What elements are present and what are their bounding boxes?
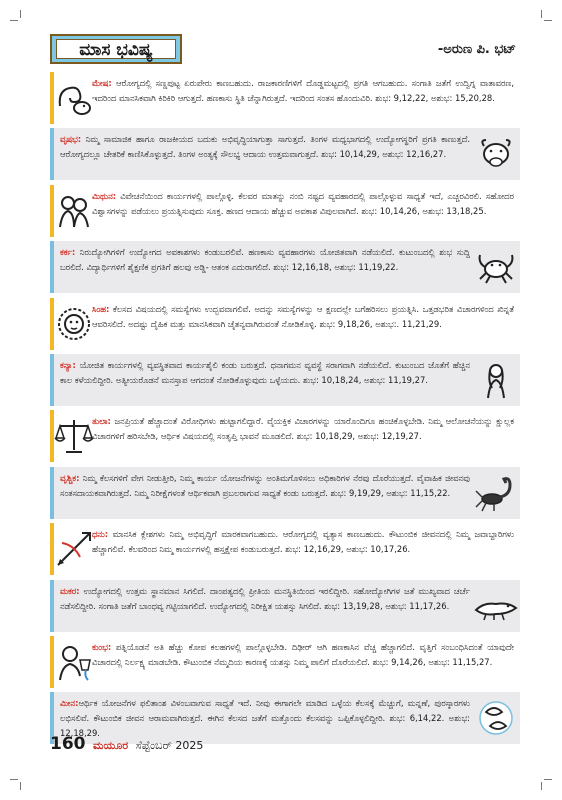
crop-mark xyxy=(10,20,18,21)
zodiac-sign-label: ಕರ್ಕ: xyxy=(60,247,76,258)
horoscope-text xyxy=(60,358,470,404)
horoscope-text xyxy=(92,414,514,460)
zodiac-sign-label: ಕುಂಭ: xyxy=(92,641,112,652)
capricorn-crocodile-icon xyxy=(474,584,518,628)
page-number: 160 xyxy=(50,734,86,754)
leo-lion-icon xyxy=(52,302,96,346)
horoscope-body: ಜನಪ್ರಿಯತೆ ಹೆಚ್ಚಾದಂತೆ ವಿರೋಧಿಗಳು ಹುಟ್ಟಾಗಲಿದ್ದಾರೆ. ವೈಯಕ್ತಿಕ ವಿಚಾರಗಳನ್ನು ಯಾರೊಂದಿಗೂ ಹಂಚಿಕೊಳ್ಳಬೇಡಿ. ನಿಮ್ಮ ಆಲೋಚನೆಯನ್ನು ಕ್ಷುಲ್ಲಕ ವಿಚಾರಗಳಿಗೆ ಹರಿಸಬೇಡಿ, ಆರ್ಥಿಕ ವಿಷಯದಲ್ಲಿ ಸಂತೃಪ್ತಿ ಭಾವನೆ ಮೂಡಲಿದೆ. ಶುಭ: 10,18,29, ಅಶುಭ: 12,19,27. xyxy=(92,416,514,442)
horoscope-entry xyxy=(50,636,520,688)
horoscope-text xyxy=(92,302,514,348)
horoscope-text xyxy=(92,640,514,686)
horoscope-text xyxy=(60,245,470,291)
horoscope-body: ನಿಮ್ಮ ಕೆಲಸಗಳಿಗೆ ವೇಗ ನೀಡುತ್ತೀರಿ, ನಿಮ್ಮ ಕಾರ್ಯ ಯೋಜನೆಗಳನ್ನು ಅಂತಿಮಗೊಳಿಸಲು ಅಧಿಕಾರಿಗಳ ನೆರವು ದೊರೆಯುತ್ತದೆ. ವೈವಾಹಿಕ ಜೀವನವು ಸಂತಸದಾಯಕವಾಗಿರುತ್ತದೆ. ನಿಮ್ಮ ನಿರೀಕ್ಷೆಗಳಂತೆ ಆರ್ಥಿಕವಾಗಿ ಪ್ರಬಲರಾಗುವ ಸಾಧ್ಯತೆ ಕಂಡು ಬರುತ್ತದೆ. ಶುಭ: 9,19,29, ಅಶುಭ: 11,15,22. xyxy=(60,472,470,498)
horoscope-entry xyxy=(50,298,520,350)
horoscope-body: ಯೋಜಿತ ಕಾರ್ಯಗಳಲ್ಲಿ ವ್ಯವಸ್ಥಿತವಾದ ಕಾರ್ಯಶೈಲಿ ಕಂಡು ಬರುತ್ತದೆ. ಧನಾಗಮನ ವ್ಯವಸ್ಥೆ ಸರಾಗವಾಗಿ ನಡೆಯಲಿದೆ. ಕುಟುಂಬದ ಜೊತೆಗೆ ಹೆಚ್ಚಿನ ಕಾಲ ಕಳೆಯಲಿದ್ದೀರಿ. ಅತ್ಯೀಯರೊಡನೆ ಮನಸ್ತಾಪ ಆಗದಂತೆ ನೋಡಿಕೊಳ್ಳುವುದು ಒಳ್ಳೆಯದು. ಶುಭ: 10,18,24, ಅಶುಭ: 11,19,27. xyxy=(60,359,470,385)
horoscope-entry xyxy=(50,241,520,293)
crop-mark xyxy=(541,10,542,18)
horoscope-text xyxy=(60,132,470,178)
horoscope-text xyxy=(60,471,470,517)
libra-scales-icon xyxy=(52,414,96,458)
horoscope-list xyxy=(50,72,520,749)
horoscope-body: ಉದ್ಯೋಗದಲ್ಲಿ ಉತ್ತಮ ಸ್ಥಾನಮಾನ ಸಿಗಲಿದೆ. ದಾಂಪತ್ಯದಲ್ಲಿ ಪ್ರೀತಿಯ ಮನಸ್ಥಿತಿಯಿಂದ ಇರಲಿದ್ದೀರಿ. ಸಹೋದ್ಯೋಗಿಗಳ ಜತೆ ಮುಖ್ಯವಾದ ಚರ್ಚೆ ನಡೆಸಲಿದ್ದೀರಿ. ಸಂಗಾತಿ ಜತೆಗೆ ಬಾಂಧವ್ಯ ಗಟ್ಟಿಯಾಗಲಿದೆ. ಉದ್ಯೋಗದಲ್ಲಿ ನಿರೀಕ್ಷಿತ ಯಶಸ್ಸು ಸಿಗಲಿದೆ. ಶುಭ: 13,19,28, ಅಶುಭ: 11,17,26. xyxy=(60,585,470,611)
zodiac-sign-label: ತುಲಾ: xyxy=(92,416,111,427)
crop-mark xyxy=(544,779,552,780)
horoscope-text xyxy=(92,527,514,573)
crop-mark xyxy=(20,10,21,18)
horoscope-body: ಪತ್ನಿಯೊಡನೆ ಅತಿ ಹೆಚ್ಚು ಕೋಪ ಕಲಹಗಳಲ್ಲಿ ಪಾಲ್ಗೊಳ್ಳಬೇಡಿ. ದಿಢೀರ್ ಆಗಿ ಹಣಕಾಸಿನ ವೆಚ್ಚ ಹೆಚ್ಚಾಗಲಿದೆ. ವೃತ್ತಿಗೆ ಸಂಬಂಧಿಸಿದಂತೆ ಯಾವುದೇ ವಿಚಾರದಲ್ಲಿ ನಿರ್ಲಕ್ಷ್ಯ ಮಾಡಬೇಡಿ. ಕೌಟುಂಬಿಕ ನೆಮ್ಮದಿಯ ಕಾರಣಕ್ಕೆ ಯಶಸ್ಸು ನಿಮ್ಮ ಪಾಲಿಗೆ ದೊರೆಯಲಿದೆ. ಶುಭ: 9,14,26, ಅಶುಭ: 11,15,27. xyxy=(92,641,514,667)
horoscope-text xyxy=(92,189,514,235)
zodiac-sign-label: ಮೀನ: xyxy=(60,698,79,709)
horoscope-entry xyxy=(50,128,520,180)
crop-mark xyxy=(10,779,18,780)
horoscope-entry xyxy=(50,523,520,575)
horoscope-body: ಆರೋಗ್ಯದಲ್ಲಿ ಸಣ್ಣಪುಟ್ಟ ಏರುಪೇರು ಕಾಣಬಹುದು. ರಾಜಕಾರಣಿಗಳಿಗೆ ದೊಡ್ಡಮಟ್ಟದಲ್ಲಿ ಪ್ರಗತಿ ಆಗಬಹುದು. ಸಂಗಾತಿ ಜತೆಗೆ ಉದ್ವಿಗ್ನ ವಾತಾವರಣ, ಇದರಿಂದ ಮಾನಸಿಕವಾಗಿ ಕಿರಿಕಿರಿ ಆಗುತ್ತದೆ. ಹಣಕಾಸು ಸ್ಥಿತಿ ಚೆನ್ನಾಗಿರುತ್ತದೆ. ಇದರಿಂದ ಸಂತಸ ಹೊಂದುವಿರಿ. ಶುಭ: 9,12,22, ಅಶುಭ: 15,20,28. xyxy=(92,78,514,103)
zodiac-sign-label: ಸಿಂಹ: xyxy=(92,303,110,314)
zodiac-sign-label: ಮಿಥುನ: xyxy=(92,190,117,201)
zodiac-sign-label: ವೃಷಭ: xyxy=(60,134,82,145)
aries-ram-icon xyxy=(52,76,96,120)
horoscope-entry xyxy=(50,354,520,406)
gemini-twins-icon xyxy=(52,189,96,233)
zodiac-sign-label: ಮಕರ: xyxy=(60,585,80,596)
page-footer xyxy=(50,734,203,754)
horoscope-entry xyxy=(50,185,520,237)
pisces-fish-icon xyxy=(474,696,518,740)
horoscope-body: ಆರ್ಥಿಕ ಯೋಜನೆಗಳ ಫಲಿತಾಂಶ ವಿಳಂಬವಾಗುವ ಸಾಧ್ಯತೆ ಇದೆ. ನೀವು ಈಗಾಗಲೇ ಮಾಡಿದ ಒಳ್ಳೆಯ ಕೆಲಸಕ್ಕೆ ಮೆಚ್ಚುಗೆ, ಮನ್ನಣೆ, ಪುರಸ್ಕಾರಗಳು ಲಭಿಸಲಿವೆ. ಕೌಟುಂಬಿಕ ಜೀವನ ಆರಾಮವಾಗಿರುತ್ತದೆ. ಈಗಿನ ಕೆಲಸದ ಜತೆಗೆ ಮತ್ತೊಂದು ಕೆಲಸವನ್ನು ಒಪ್ಪಿಕೊಳ್ಳಲಿದ್ದೀರಿ. ಶುಭ: 6,14,22. ಅಶುಭ: 12,18,29. xyxy=(60,698,470,739)
zodiac-sign-label: ಕನ್ಯಾ: xyxy=(60,359,76,370)
horoscope-entry xyxy=(50,72,520,124)
horoscope-body: ಕೆಲಸದ ವಿಷಯದಲ್ಲಿ ಸಮಸ್ಯೆಗಳು ಉದ್ಭವವಾಗಲಿವೆ. ಅದನ್ನು ಸಮಸ್ಯೆಗಳನ್ನು ಆ ಕ್ಷಣದಲ್ಲೇ ಬಗೆಹರಿಸಲು ಪ್ರಯತ್ನಿಸಿ. ಒತ್ತಡಭರಿತ ವಿಚಾರಗಳಿಂದ ಖಿನ್ನತೆ ಆವರಿಸಲಿದೆ. ಅದಷ್ಟು ದೈಹಿಕ ಮತ್ತು ಮಾನಸಿಕವಾಗಿ ಚೈತನ್ಯವಾಗಿರುವಂತೆ ನೋಡಿಕೊಳ್ಳಿ. ಶುಭ: 9,18,26, ಅಶುಭ:. 11,21,29. xyxy=(92,303,514,329)
horoscope-body: ವಿವೇಚನೆಯಿಂದ ಕಾರ್ಯಗಳಲ್ಲಿ ಪಾಲ್ಗೊಳ್ಳಿ. ಕೆಲವರ ಮಾತನ್ನು ನಂಬಿ ನಷ್ಟದ ವ್ಯವಹಾರದಲ್ಲಿ ಪಾಲ್ಗೊಳ್ಳುವ ಸಾಧ್ಯತೆ ಇದೆ, ಎಚ್ಚರವಿರಲಿ. ಸಹೋದರ ವಿಶ್ವಾಸಗಳನ್ನು ಪಡೆಯಲು ಪ್ರಯತ್ನಿಸುವುದು ಸೂಕ್ತ. ಹಣದ ಆದಾಯ ಹೆಚ್ಚುವ ಅವಕಾಶ ವಿಪುಲವಾಗಿದೆ. ಶುಭ: 10,14,26, ಅಶುಭ: 13,18,25. xyxy=(92,190,514,216)
sagittarius-archer-icon xyxy=(52,527,96,571)
horoscope-text xyxy=(60,584,470,630)
crop-mark xyxy=(541,782,542,790)
page-title: ಮಾಸ ಭವಿಷ್ಯ xyxy=(56,39,176,59)
issue-date: ಸೆಪ್ಟೆಂಬರ್ 2025 xyxy=(135,739,204,752)
horoscope-text xyxy=(92,76,514,122)
horoscope-entry xyxy=(50,467,520,519)
crop-mark xyxy=(544,20,552,21)
crop-mark xyxy=(20,782,21,790)
scorpio-scorpion-icon xyxy=(474,471,518,515)
horoscope-body: ನಿರುದ್ಯೋಗಿಗಳಿಗೆ ಉದ್ಯೋಗದ ಅವಕಾಶಗಳು ಕಂಡುಬರಲಿವೆ. ಹಣಕಾಸು ವ್ಯವಹಾರಗಳು ಯೋಜಿತವಾಗಿ ನಡೆಯಲಿದೆ. ಕುಟುಂಬದಲ್ಲಿ ಶುಭ ಸುದ್ದಿ ಬರಲಿದೆ. ವಿದ್ಯಾರ್ಥಿಗಳಿಗೆ ಶೈಕ್ಷಣಿಕ ಪ್ರಗತಿಗೆ ಹಲವು ಅಡ್ಡಿ- ಆತಂಕ ಎದುರಾಗಲಿದೆ. ಶುಭ: 12,16,18, ಅಶುಭ: 11,19,22. xyxy=(60,247,470,273)
taurus-bull-icon xyxy=(474,132,518,176)
horoscope-body: ನಿಮ್ಮ ಸಾಮಾಜಿಕ ಹಾಗೂ ರಾಜಕೀಯದ ಬದುಕು ಅಭಿವೃದ್ಧಿಯಾಗುತ್ತಾ ಸಾಗುತ್ತದೆ. ತಿಂಗಳ ಮಧ್ಯಭಾಗದಲ್ಲಿ ಉದ್ಯೋಗಸ್ಥರಿಗೆ ಪ್ರಗತಿ ಕಾಣುತ್ತದೆ. ಆರೋಗ್ಯದಲ್ಲೂ ಚೇತರಿಕೆ ಕಾಣಿಸಿಕೊಳ್ಳುತ್ತದೆ. ತಿಂಗಳ ಅಂತ್ಯಕ್ಕೆ ಸೌಲಭ್ಯ ಆದಾಯ ಉತ್ತಮವಾಗುತ್ತದೆ. ಶುಭ: 10,14,29, ಅಶುಭ: 12,16,27. xyxy=(60,134,470,160)
magazine-name: ಮಯೂರ xyxy=(93,739,129,752)
horoscope-entry xyxy=(50,580,520,632)
zodiac-sign-label: ಮೇಷ: xyxy=(92,78,112,88)
title-box xyxy=(50,34,182,64)
page-header xyxy=(50,34,520,68)
author-byline: -ಅರುಣ ಪಿ. ಭಟ್ xyxy=(437,42,516,57)
aquarius-water-bearer-icon xyxy=(52,640,96,684)
zodiac-sign-label: ಧನು: xyxy=(92,529,109,540)
horoscope-body: ಮಾನಸಿಕ ಕ್ಲೇಶಗಳು ನಿಮ್ಮ ಅಭಿವೃದ್ಧಿಗೆ ಮಾರಕವಾಗಬಹುದು. ಆರೋಗ್ಯದಲ್ಲಿ ವ್ಯತ್ಯಾಸ ಕಾಣಬಹುದು. ಕೌಟುಂಬಿಕ ಜೀವನದಲ್ಲಿ ನಿಮ್ಮ ಜವಾಬ್ದಾರಿಗಳು ಹೆಚ್ಚಾಗಲಿವೆ. ಕೆಲವರಿಂದ ನಿಮ್ಮ ಕಾರ್ಯಗಳಲ್ಲಿ ಹಸ್ತಕ್ಷೇಪ ಕಂಡುಬರುತ್ತದೆ. ಶುಭ: 12,16,29, ಅಶುಭ: 10,17,26. xyxy=(92,529,514,555)
virgo-maiden-icon xyxy=(474,358,518,402)
horoscope-entry xyxy=(50,410,520,462)
cancer-crab-icon xyxy=(474,245,518,289)
zodiac-sign-label: ವೃಶ್ಚಿಕ: xyxy=(60,472,80,483)
